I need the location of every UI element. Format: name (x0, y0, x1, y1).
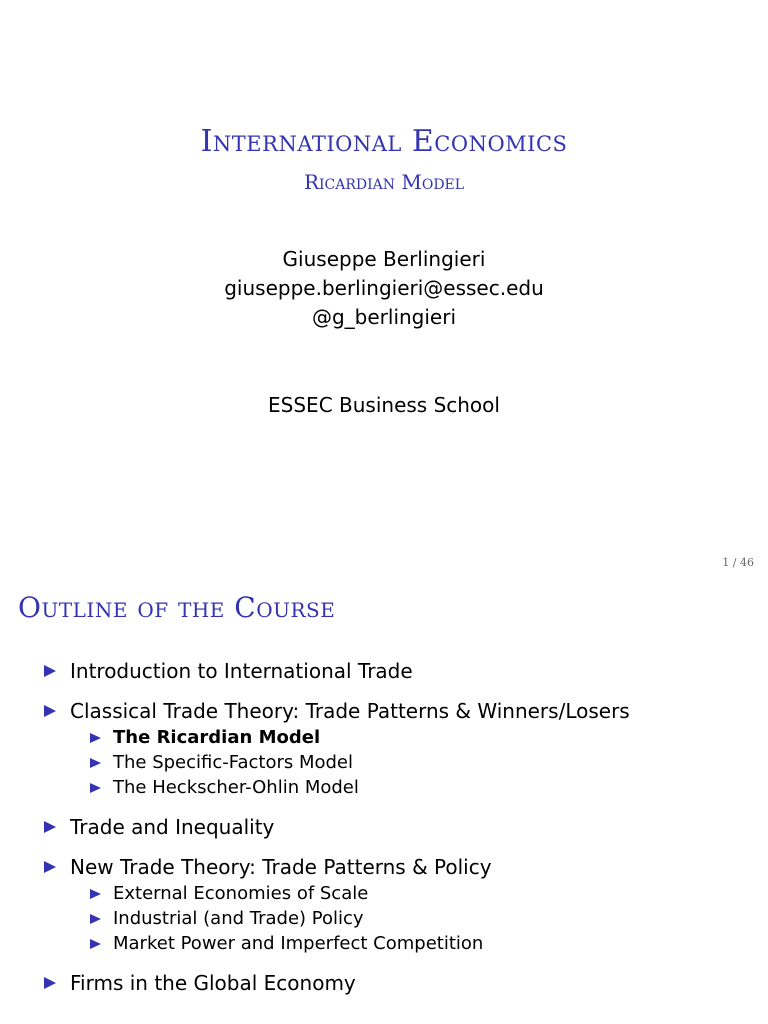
outline-slide (0, 576, 768, 1024)
outline-subitem (90, 750, 630, 775)
outline-subitem (90, 881, 630, 906)
outline-item (44, 658, 630, 684)
outline-subitem (90, 906, 630, 931)
triangle-bullet-icon (90, 783, 101, 793)
outline-subitem-label: The Heckscher-Ohlin Model (113, 777, 359, 798)
outline-subitem-label: The Specific-Factors Model (113, 752, 353, 773)
presentation-subtitle: Ricardian Model (303, 170, 465, 194)
outline-subitem-label-current: The Ricardian Model (113, 727, 321, 748)
author-block (0, 245, 768, 332)
outline-item-label: Classical Trade Theory: Trade Patterns & Winners/Losers (70, 699, 630, 723)
outline-sublist (90, 881, 630, 956)
outline-item-label: New Trade Theory: Trade Patterns & Policy (70, 855, 492, 879)
triangle-bullet-icon (44, 665, 56, 677)
triangle-bullet-icon (44, 705, 56, 717)
outline-subitem-label: Market Power and Imperfect Competition (113, 933, 484, 954)
outline-item-label: Trade and Inequality (70, 815, 275, 839)
outline-subitem-label: Industrial (and Trade) Policy (113, 908, 364, 929)
author-name: Giuseppe Berlingieri (282, 247, 486, 271)
triangle-bullet-icon (44, 977, 56, 989)
triangle-bullet-icon (90, 939, 101, 949)
outline-subitem-label: External Economies of Scale (113, 883, 369, 904)
triangle-bullet-icon (90, 758, 101, 768)
triangle-bullet-icon (44, 821, 56, 833)
triangle-bullet-icon (44, 861, 56, 873)
institute: ESSEC Business School (268, 393, 500, 417)
outline-list (44, 658, 630, 1010)
outline-item (44, 854, 630, 956)
frame-title: Outline of the Course (18, 591, 336, 624)
outline-item (44, 814, 630, 840)
outline-item (44, 698, 630, 800)
author-email[interactable]: giuseppe.berlingieri@essec.edu (224, 276, 544, 300)
outline-item-label: Firms in the Global Economy (70, 971, 356, 995)
outline-subitem (90, 775, 630, 800)
page-number: 1 / 46 (722, 556, 754, 569)
triangle-bullet-icon (90, 914, 101, 924)
triangle-bullet-icon (90, 889, 101, 899)
outline-subitem (90, 931, 630, 956)
outline-subitem (90, 725, 630, 750)
author-handle: @g_berlingieri (311, 305, 457, 329)
outline-item (44, 970, 630, 996)
outline-sublist (90, 725, 630, 800)
outline-item-label: Introduction to International Trade (70, 659, 413, 683)
presentation-title: International Economics (200, 124, 568, 159)
triangle-bullet-icon (90, 733, 101, 743)
